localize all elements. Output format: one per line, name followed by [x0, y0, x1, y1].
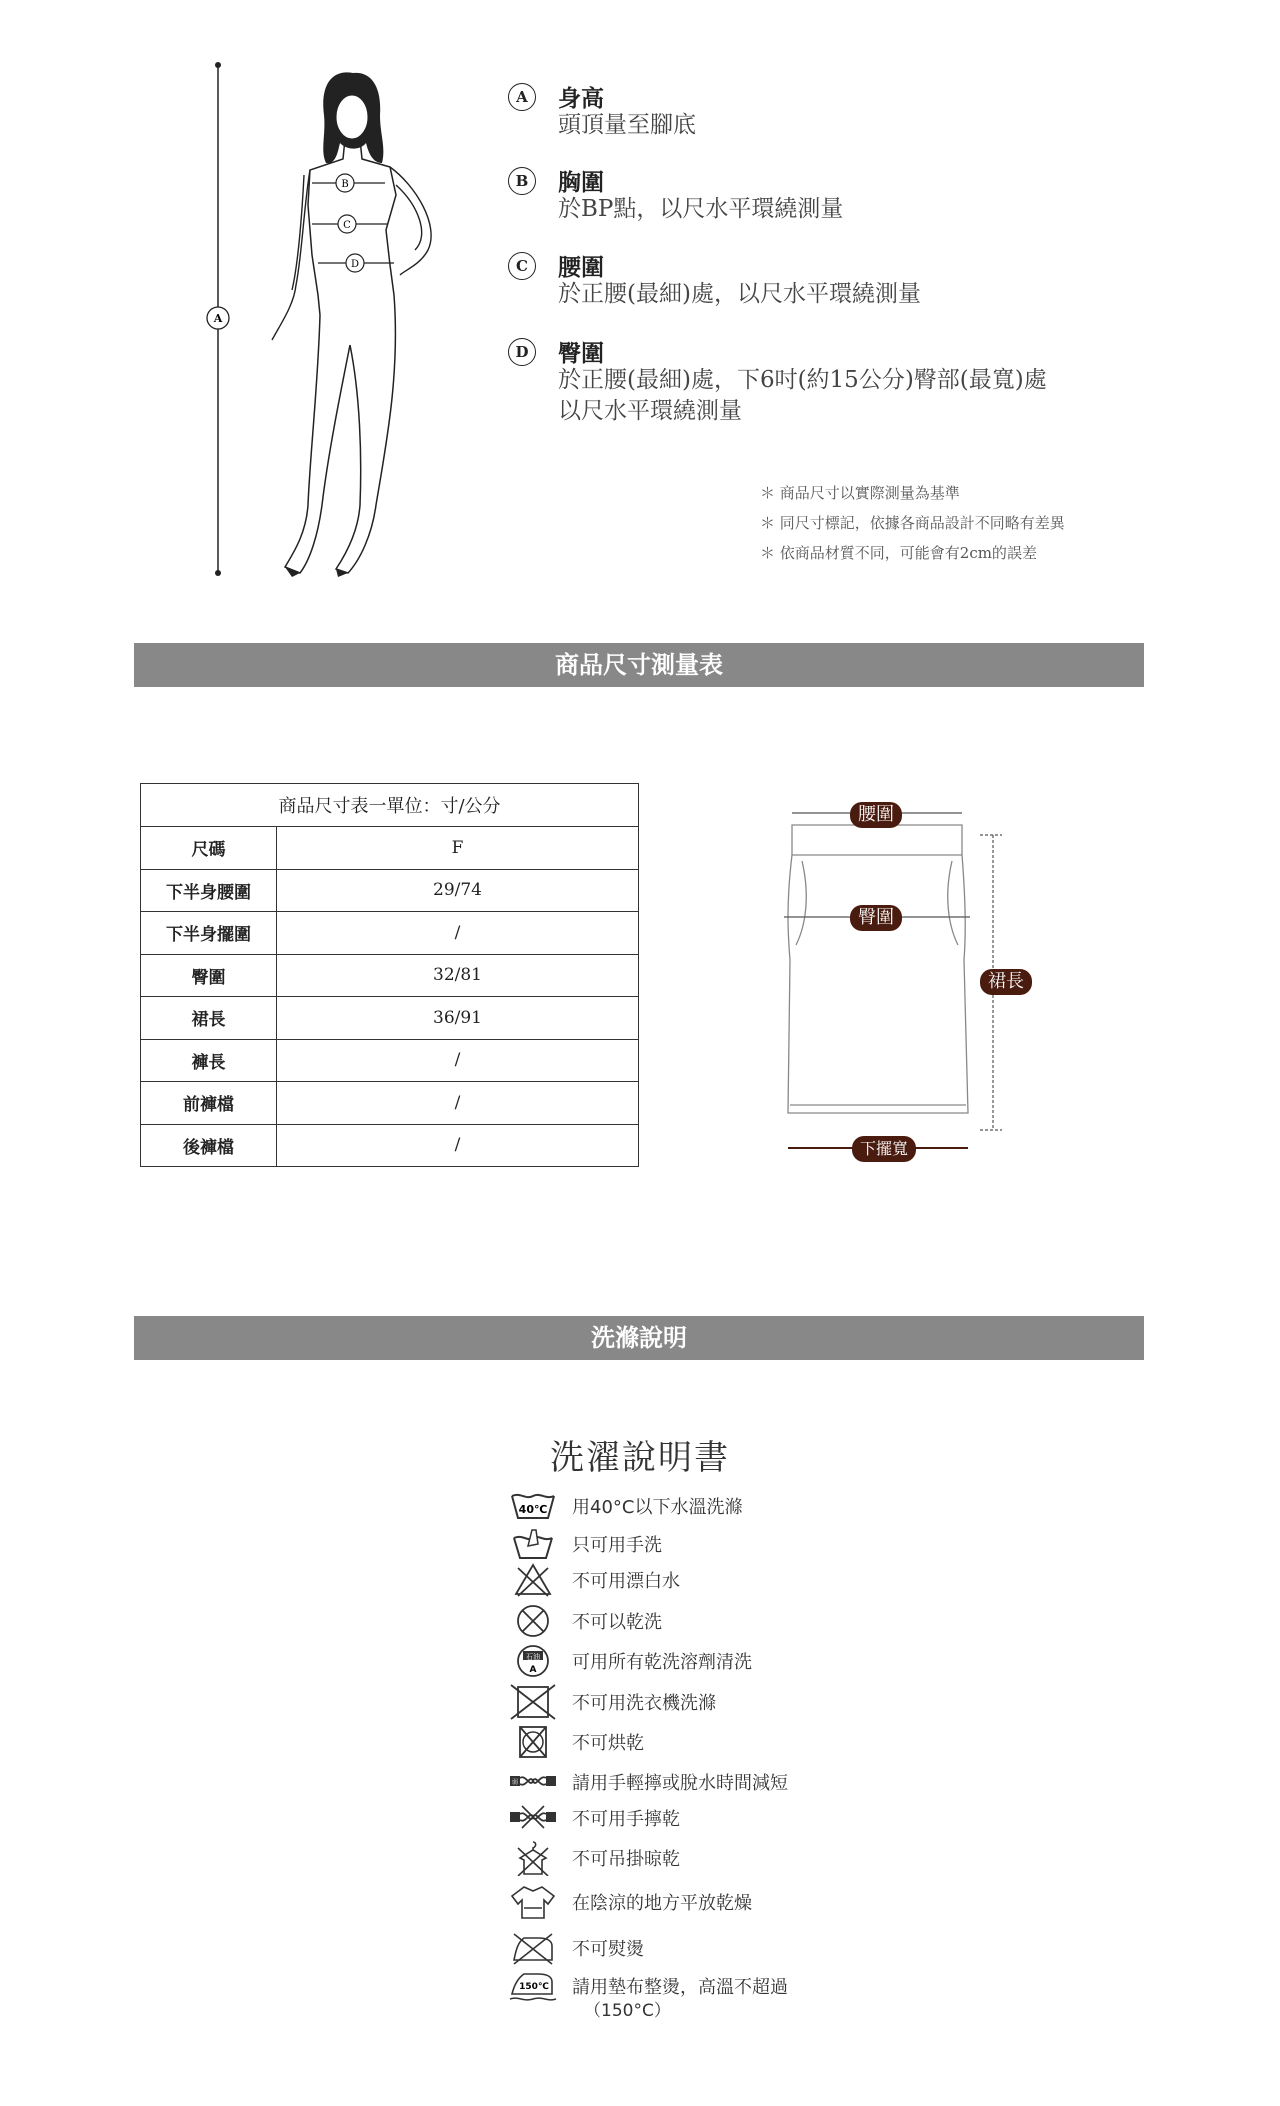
- figure-label-a: A: [213, 312, 223, 325]
- guide-desc: 頭頂量至腳底: [558, 112, 696, 138]
- row-label: 下半身擺圍: [141, 912, 277, 955]
- table-row: [141, 954, 639, 997]
- note-line: ＊ 同尺寸標記，依據各商品設計不同略有差異: [760, 514, 1065, 532]
- table-row: [141, 1082, 639, 1125]
- row-value: F: [277, 827, 639, 870]
- row-value: /: [277, 1082, 639, 1125]
- svg-text:150℃: 150℃: [519, 1982, 549, 1992]
- row-value: 32/81: [277, 954, 639, 997]
- guide-letter: B: [508, 167, 536, 195]
- row-label: 尺碼: [141, 827, 277, 870]
- table-row: [141, 869, 639, 912]
- guide-letter: C: [508, 252, 536, 280]
- row-label: 裙長: [141, 997, 277, 1040]
- row-label: 後褲檔: [141, 1124, 277, 1167]
- care-text: 可用所有乾洗溶劑清洗: [572, 1652, 752, 1673]
- no-dry-clean-icon: [508, 1603, 558, 1639]
- guide-title: 腰圍: [558, 254, 604, 281]
- no-hang-dry-icon: [508, 1840, 558, 1876]
- size-table-caption: 商品尺寸表一單位：寸/公分: [141, 784, 639, 827]
- solvent-clean-icon: [508, 1643, 558, 1679]
- guide-letter: D: [508, 338, 536, 366]
- gentle-wring-icon: [508, 1764, 558, 1800]
- note-line: ＊ 商品尺寸以實際測量為基準: [760, 484, 960, 502]
- size-table: [140, 783, 639, 1167]
- size-section-header: 商品尺寸測量表: [134, 643, 1144, 687]
- care-subtext: （150°C）: [584, 2001, 671, 2021]
- no-bleach-icon: [508, 1562, 558, 1598]
- guide-desc: 於正腰(最細)處，下6吋(約15公分)臀部(最寬)處: [558, 367, 1047, 393]
- svg-text:A: A: [529, 1665, 537, 1675]
- care-section-header: 洗滌說明: [134, 1316, 1144, 1360]
- figure-label-d: D: [350, 259, 360, 270]
- row-label: 下半身腰圍: [141, 869, 277, 912]
- skirt-tag-waist: 腰圍: [850, 802, 902, 828]
- row-value: /: [277, 1124, 639, 1167]
- care-title: 洗濯說明書: [550, 1438, 730, 1478]
- skirt-tag-length: 裙長: [980, 969, 1032, 995]
- row-value: 36/91: [277, 997, 639, 1040]
- table-row: [141, 1124, 639, 1167]
- figure-label-c: C: [343, 220, 351, 231]
- iron-cloth-150-icon: [508, 1968, 558, 2004]
- no-tumble-dry-icon: [508, 1724, 558, 1760]
- care-text: 不可吊掛晾乾: [572, 1849, 680, 1870]
- table-row: [141, 912, 639, 955]
- figure-label-b: B: [341, 179, 349, 190]
- body-measurement-figure: [200, 55, 440, 585]
- row-value: /: [277, 1039, 639, 1082]
- table-row: [141, 827, 639, 870]
- no-iron-icon: [508, 1930, 558, 1966]
- skirt-tag-hem: 下擺寬: [852, 1136, 916, 1162]
- care-text: 不可用漂白水: [572, 1571, 680, 1592]
- row-label: 前褲檔: [141, 1082, 277, 1125]
- guide-desc-continued: 以尺水平環繞測量: [558, 398, 742, 424]
- no-wring-icon: [508, 1800, 558, 1836]
- svg-text:40℃: 40℃: [518, 1503, 548, 1516]
- care-text: 不可熨燙: [572, 1939, 644, 1960]
- guide-title: 身高: [558, 85, 604, 112]
- guide-desc: 於BP點，以尺水平環繞測量: [558, 196, 844, 222]
- care-text: 請用墊布整燙，高溫不超過: [572, 1977, 788, 1998]
- care-text: 不可用手擰乾: [572, 1809, 680, 1830]
- care-text: 只可用手洗: [572, 1535, 662, 1556]
- dry-flat-shade-icon: [508, 1884, 558, 1920]
- svg-text:弱: 弱: [511, 1779, 519, 1786]
- care-text: 請用手輕擰或脫水時間減短: [572, 1773, 788, 1794]
- no-machine-wash-icon: [508, 1684, 558, 1720]
- skirt-tag-hip: 臀圍: [850, 905, 902, 931]
- wash-40-icon: [508, 1488, 558, 1524]
- guide-title: 胸圍: [558, 169, 604, 196]
- care-text: 不可用洗衣機洗滌: [572, 1693, 716, 1714]
- care-text: 不可以乾洗: [572, 1612, 662, 1633]
- row-label: 臀圍: [141, 954, 277, 997]
- guide-letter: A: [508, 83, 536, 111]
- table-row: [141, 997, 639, 1040]
- care-text: 在陰涼的地方平放乾燥: [572, 1893, 752, 1914]
- guide-title: 臀圍: [558, 340, 604, 367]
- row-value: 29/74: [277, 869, 639, 912]
- table-row: [141, 1039, 639, 1082]
- note-line: ＊ 依商品材質不同，可能會有2cm的誤差: [760, 544, 1037, 562]
- row-value: /: [277, 912, 639, 955]
- care-text: 不可烘乾: [572, 1733, 644, 1754]
- hand-wash-icon: [508, 1526, 558, 1562]
- row-label: 褲長: [141, 1039, 277, 1082]
- care-text: 用40°C以下水溫洗滌: [572, 1497, 743, 1518]
- guide-desc: 於正腰(最細)處，以尺水平環繞測量: [558, 281, 921, 307]
- svg-text:石油: 石油: [526, 1653, 540, 1661]
